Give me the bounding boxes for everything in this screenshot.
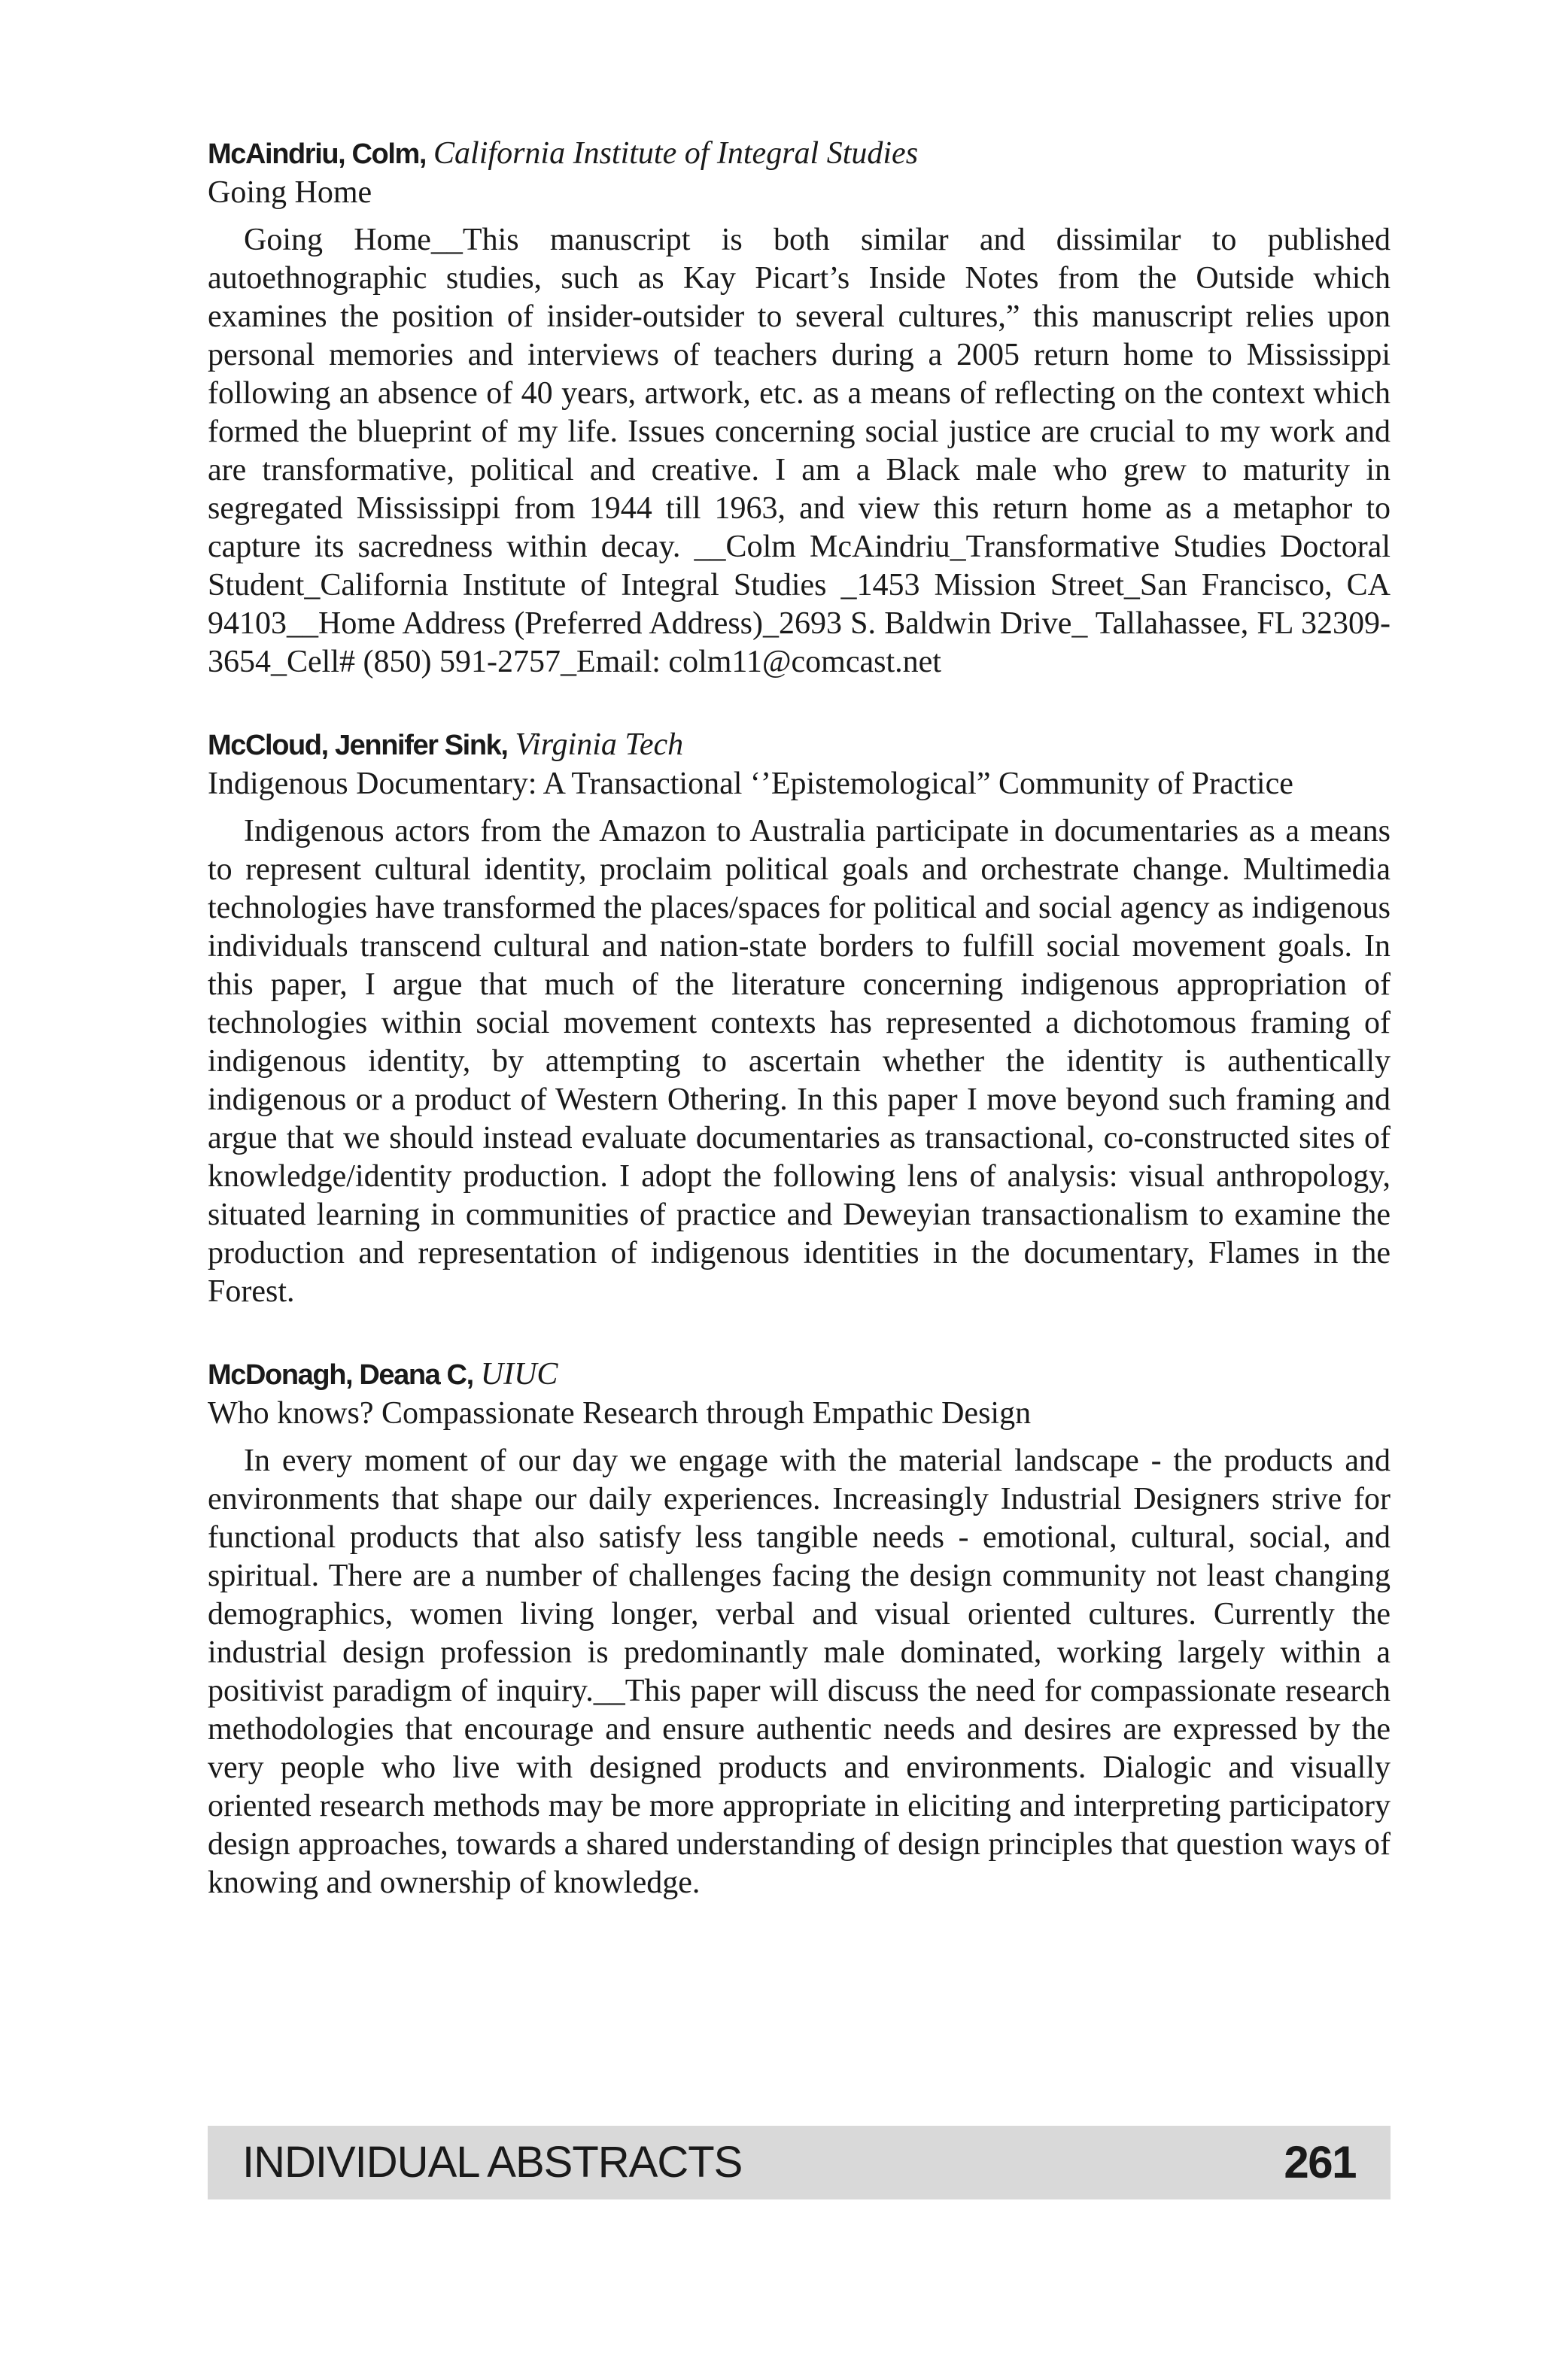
page-footer: [208, 2126, 1391, 2199]
paper-title: Who knows? Compassionate Research through Empathic Design: [208, 1396, 1032, 1431]
author-affiliation: Virginia Tech: [515, 727, 684, 762]
abstracts-column: [208, 134, 1391, 1946]
author-name: McCloud, Jennifer Sink,: [208, 730, 508, 761]
author-line: [208, 725, 1391, 765]
author-affiliation: UIUC: [480, 1357, 558, 1392]
abstract-text: Going Home__This manuscript is both similar and dissimilar to published autoethnographic studies, such as Kay Picart’s Inside Notes from the Outside which examines the position of insider-outsider to several cultures,” this manuscript relies upon personal memories and interviews of teachers during a 2005 return home to Mississippi following an absence of 40 years, artwork, etc. as a means of reflecting on the context which formed the blueprint of my life. Issues concerning social justice are crucial to my work and are transformative, political and creative. I am a Black male who grew to maturity in segregated Mississippi from 1944 till 1963, and view this return home as a metaphor to capture its sacredness within decay. __Colm McAindriu_Transformative Studies Doctoral Student_California Institute of Integral Studies _1453 Mission Street_San Francisco, CA 94103__Home Address (Preferred Address)_2693 S. Baldwin Drive_ Tallahassee, FL 32309-3654_Cell# (850) 591-2757_Email: colm11@comcast.net: [208, 223, 1391, 679]
author-line: [208, 134, 1391, 174]
paper-title: Going Home: [208, 175, 372, 210]
author-affiliation: California Institute of Integral Studies: [433, 136, 919, 171]
page-number: 261: [1284, 2137, 1356, 2187]
abstract-entry: [208, 725, 1391, 1311]
abstract-entry: [208, 134, 1391, 682]
abstract-text: In every moment of our day we engage with the material landscape - the products and environments that shape our daily experiences. Increasingly Industrial Designers strive for functional products that also satisfy less tangible needs - emotional, cultural, social, and spiritual. There are a number of challenges facing the design community not least changing demographics, women living longer, verbal and visual oriented cultures. Currently the industrial design profession is predominantly male dominated, working largely within a positivist paradigm of inquiry.__This paper will discuss the need for compassionate research methodologies that encourage and ensure authentic needs and desires are expressed by the very people who live with designed products and environments. Dialogic and visually oriented research methods may be more appropriate in eliciting and interpreting participatory design approaches, towards a shared understanding of design principles that question ways of knowing and ownership of knowledge.: [208, 1443, 1391, 1900]
abstract-text: Indigenous actors from the Amazon to Australia participate in documentaries as a means to represent cultural identity, proclaim political goals and orchestrate change. Multimedia technologies have transformed the places/spaces for political and social agency as indigenous individuals transcend cultural and nation-state borders to fulfill social movement goals. In this paper, I argue that much of the literature concerning indigenous appropriation of technologies within social movement contexts has represented a dichotomous framing of indigenous identity, by attempting to ascertain whether the identity is authentically indigenous or a product of Western Othering. In this paper I move beyond such framing and argue that we should instead evaluate documentaries as transactional, co-constructed sites of knowledge/identity production. I adopt the following lens of analysis: visual anthropology, situated learning in communities of practice and Deweyian transactionalism to examine the production and representation of indigenous identities in the documentary, Flames in the Forest.: [208, 814, 1391, 1309]
author-name: McAindriu, Colm,: [208, 138, 427, 170]
paper-title: Indigenous Documentary: A Transactional ‘’Epistemological” Community of Practice: [208, 767, 1293, 801]
author-line: [208, 1355, 1391, 1395]
section-label: INDIVIDUAL ABSTRACTS: [242, 2138, 743, 2187]
abstract-entry: [208, 1355, 1391, 1902]
author-name: McDonagh, Deana C,: [208, 1359, 473, 1391]
